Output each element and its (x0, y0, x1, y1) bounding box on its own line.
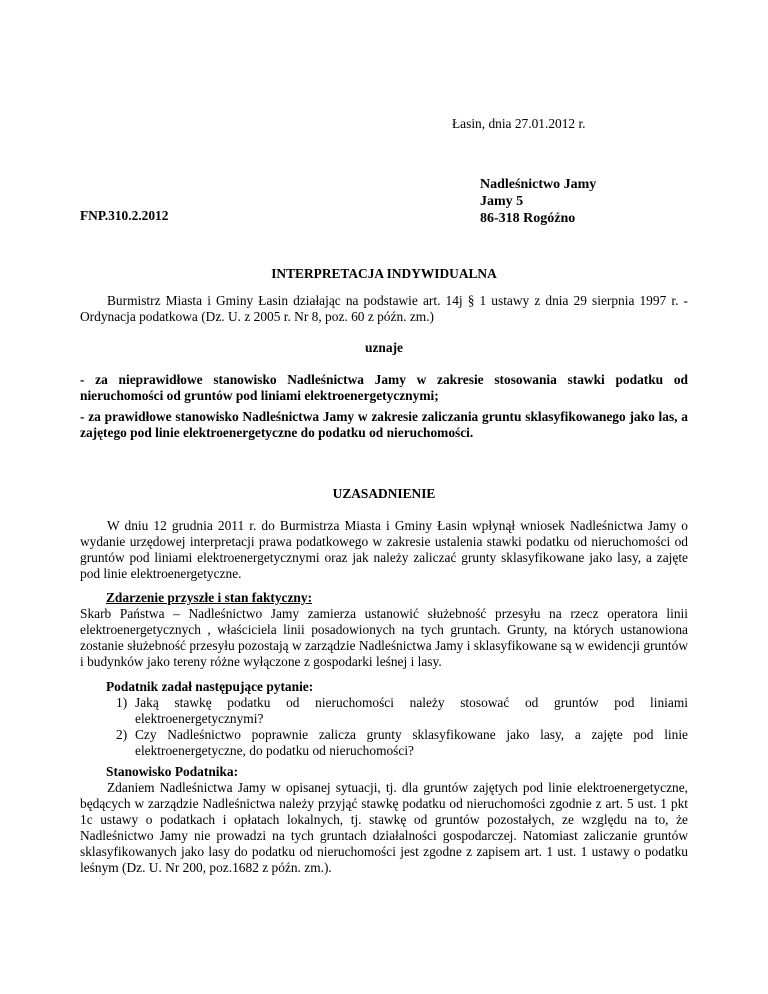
recipient-line-2: Jamy 5 (480, 194, 524, 209)
question-item (106, 727, 688, 759)
decision-word: uznaje (365, 340, 403, 355)
position-paragraph: Zdaniem Nadleśnictwa Jamy w opisanej sytuacji, tj. dla gruntów zajętych pod linie elektroenergetyczne, będących w zarządzie Nadleśnictwa należy przyjąć stawkę podatku od nieruchomości zgodnie z art. 5 ust. 1 pkt 1c ustawy o podatkach i opłatach lokalnych, tj. stawkę od gruntów pozostałych, ze względu na to, że Nadleśnictwo Jamy nie prowadzi na tych gruntach działalności gospodarczej. Natomiast zaliczanie gruntów sklasyfikowanych jako lasy do podatku od nieruchomości jest zgodne z zapisem art. 1 ust. 1 ustawy o podatku leśnym (Dz. U. Nr 200, poz.1682 z późn. zm.). (80, 780, 688, 875)
facts-paragraph: Skarb Państwa – Nadleśnictwo Jamy zamierza ustanowić służebność przesyłu na rzecz operatora linii elektroenergetycznych , właściciela linii posadowionych na tych gruntach. Grunty, na których ustanowiona zostanie służebność przesyłu pozostają w zarządzie Nadleśnictwa Jamy i sklasyfikowane są w ewidencji gruntów i budynków jako tereny różne wyłączone z gospodarki leśnej i lasy. (80, 606, 688, 669)
place-date: Łasin, dnia 27.01.2012 r. (452, 116, 586, 131)
question-item (106, 695, 688, 727)
questions-list (106, 695, 688, 759)
reference-number: FNP.310.2.2012 (80, 208, 169, 223)
intro-paragraph: Burmistrz Miasta i Gminy Łasin działając na podstawie art. 14j § 1 ustawy z dnia 29 sierpnia 1997 r. - Ordynacja podatkowa (Dz. U. z 2005 r. Nr 8, poz. 60 z późn. zm.) (80, 293, 688, 324)
question-text: Jaką stawkę podatku od nieruchomości należy stosować od gruntów pod liniami elektroenergetycznymi? (135, 695, 688, 726)
recipient-address (480, 176, 740, 227)
recipient-line-3: 86-318 Rogóźno (480, 211, 576, 226)
recipient-line-1: Nadleśnictwo Jamy (480, 177, 597, 192)
facts-heading: Zdarzenie przyszłe i stan faktyczny: (106, 590, 313, 605)
question-text: Czy Nadleśnictwo poprawnie zalicza grunty sklasyfikowane jako lasy, a zajęte pod linie elektroenergetyczne, do podatku od nieruchomości? (135, 727, 688, 758)
decision-item-2: - za prawidłowe stanowisko Nadleśnictwa Jamy w zakresie zaliczania gruntu sklasyfikowanego jako las, a zajętego pod linie elektroenergetyczne do podatku od nieruchomości. (80, 409, 688, 440)
decision-item-1: - za nieprawidłowe stanowisko Nadleśnictwa Jamy w zakresie stosowania stawki podatku od nieruchomości od gruntów pod liniami elektroenergetycznymi; (80, 372, 688, 403)
justification-title: UZASADNIENIE (332, 486, 436, 501)
question-number: 2) (116, 727, 128, 742)
question-number: 1) (116, 695, 128, 710)
justification-paragraph: W dniu 12 grudnia 2011 r. do Burmistrza Miasta i Gminy Łasin wpłynął wniosek Nadleśnictwa Jamy o wydanie urzędowej interpretacji prawa podatkowego w zakresie ustalenia stawki podatku od nieruchomości od gruntów pod liniami elektroenergetycznymi oraz jak należy zaliczać grunty sklasyfikowane jako lasy, a zajęte pod linie elektroenergetyczne. (80, 518, 688, 581)
questions-heading: Podatnik zadał następujące pytanie: (106, 679, 314, 694)
position-heading: Stanowisko Podatnika: (106, 764, 239, 779)
document-title: INTERPRETACJA INDYWIDUALNA (271, 266, 497, 281)
